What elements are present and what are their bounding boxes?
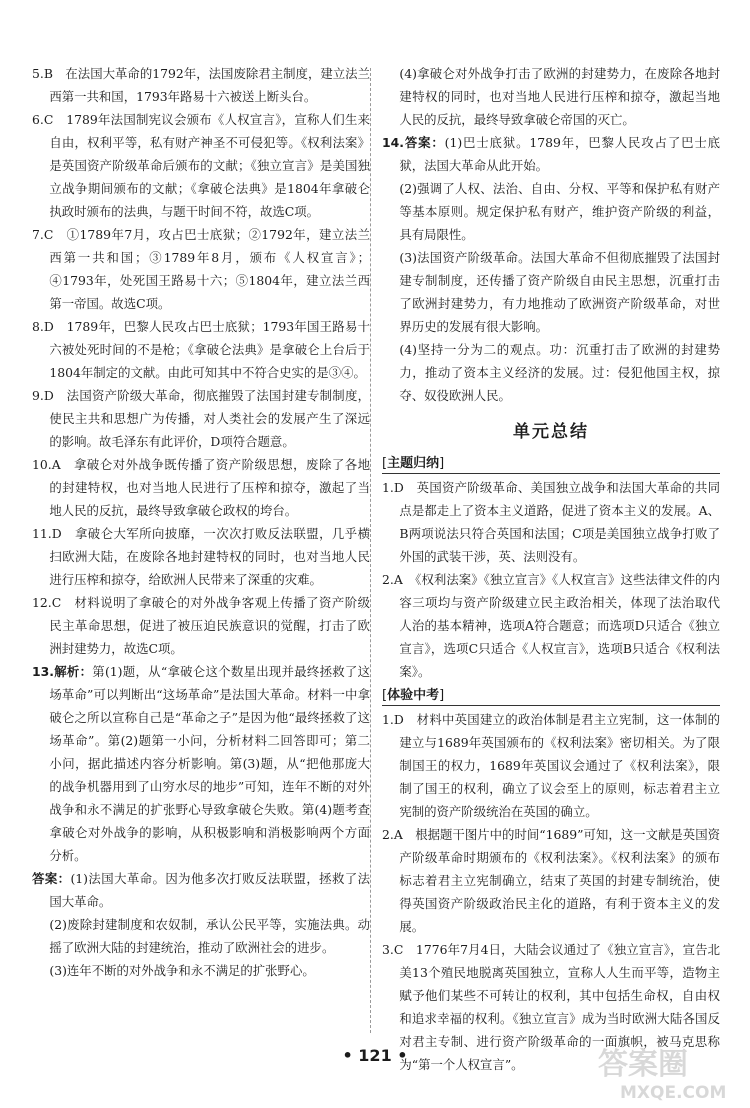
- item-text: 2.A 根据题干图片中的时间“1689”可知，这一文献是英国资产阶级革命时期颁布的《权利法案》。《权利法案》的颁布标志着君主立宪制确立，结束了英国的封建专制统治，使得英国资产阶级政治民主化的道路，有利于资本主义的发展。: [382, 827, 720, 934]
- answer-item: [32, 384, 370, 453]
- item-text: 11.D 拿破仑大军所向披靡，一次次打败反法联盟，几乎横扫欧洲大陆，在废除各地封建特权的同时，也对当地人民进行压榨和掠夺，给欧洲人民带来了深重的灾难。: [32, 526, 370, 587]
- item-text: (3)连年不断的对外战争和永不满足的扩张野心。: [49, 963, 315, 978]
- item-label: 13.解析：: [32, 664, 93, 679]
- section-exam-items: [382, 708, 720, 1076]
- unit-summary-title: 单元总结: [513, 422, 589, 442]
- answer-continuation: [382, 177, 720, 246]
- item-text: 6.C 1789年法国制宪议会颁布《人权宣言》，宣称人们生来自由，权利平等，私有财产神圣不可侵犯等。《权利法案》是英国资产阶级革命后颁布的文献；《独立宣言》是美国独立战争期间颁布的文献；《拿破仑法典》是1804年拿破仑执政时颁布的法典，与题干时间不符，故选C项。: [32, 112, 370, 219]
- item-text: (2)强调了人权、法治、自由、分权、平等和保护私有财产等基本原则。规定保护私有财产，维护资产阶级的利益，具有局限性。: [399, 181, 720, 242]
- item-text: 7.C ①1789年7月，攻占巴士底狱；②1792年，建立法兰西第一共和国；③1789年8月，颁布《人权宣言》；④1793年，处死国王路易十六；⑤1804年，建立法兰西第一帝国。故选C项。: [32, 227, 370, 311]
- item-text: (2)废除封建制度和农奴制，承认公民平等，实施法典。动摇了欧洲大陆的封建统治，推动了欧洲社会的进步。: [49, 917, 370, 955]
- answer-item: [382, 823, 720, 938]
- item-text: 第(1)题，从“拿破仑这个数星出现并最终拯救了这场革命”可以判断出“这场革命”是法国大革命。材料一中拿破仑之所以宣称自己是“革命之子”是因为他“最终拯救了这场革命”。第(2)题第一小问，分析材料二回答即可；第二小问，据此描述内容分析影响。第(3)题，从“把他那庞大的战争机器用到了山穷水尽的地步”可知，连年不断的对外战争和永不满足的扩张野心导致拿破仑失败。第(4)题考查拿破仑对外战争的影响，从积极影响和消极影响两个方面分析。: [49, 664, 371, 863]
- item-text: 5.B 在法国大革命的1792年，法国废除君主制度，建立法兰西第一共和国，1793年路易十六被送上断头台。: [32, 66, 370, 104]
- answer-continuation: [32, 959, 370, 982]
- item-text: 1.D 英国资产阶级革命、美国独立战争和法国大革命的共同点是都走上了资本主义道路，促进了资本主义的发展。A、B两项说法只符合英国和法国；C项是美国独立战争打败了外国的武装干涉，英、法则没有。: [382, 480, 720, 564]
- item-text: (1)巴士底狱。1789年，巴黎人民攻占了巴士底狱，法国大革命从此开始。: [399, 135, 720, 173]
- item-text: 12.C 材料说明了拿破仑的对外战争客观上传播了资产阶级民主革命思想，促进了被压迫民族意识的觉醒，打击了欧洲封建势力，故选C项。: [32, 595, 370, 656]
- answer-item: [32, 108, 370, 223]
- item-text: 8.D 1789年，巴黎人民攻占巴士底狱；1793年国王路易十六被处死时间的不是枪；《拿破仑法典》是拿破仑上台后于1804年制定的文献。由此可知其中不符合史实的是③④。: [32, 319, 370, 380]
- right-column: [382, 62, 720, 1076]
- watermark-line1: 答案圈: [598, 1047, 688, 1082]
- item-text: (3)法国资产阶级革命。法国大革命不但彻底摧毁了法国封建专制制度，还传播了资产阶级自由民主思想，沉重打击了欧洲封建势力，有力地推动了欧洲资产阶级革命，对世界历史的发展有很大影响。: [399, 250, 720, 334]
- right-column-answers: [382, 62, 720, 407]
- section-theme-items: [382, 476, 720, 683]
- answer-continuation: [32, 913, 370, 959]
- answer-item: [32, 453, 370, 522]
- answer-item: [382, 708, 720, 823]
- answer-item: [32, 660, 370, 867]
- answer-item: [382, 476, 720, 568]
- section-header-exam: [体验中考]: [382, 683, 720, 706]
- answer-item: [382, 568, 720, 683]
- column-divider: [370, 68, 371, 1033]
- item-text: 2.A 《权利法案》《独立宣言》《人权宣言》这些法律文件的内容三项均与资产阶级建立民主政治相关，体现了法治取代人治的基本精神，选项A符合题意；而选项D只适合《独立宣言》，选项C只适合《人权宣言》，选项B只适合《权利法案》。: [382, 572, 720, 679]
- section-title-exam: 体验中考: [387, 688, 440, 703]
- item-text: (4)坚持一分为二的观点。功：沉重打击了欧洲的封建势力，推动了资本主义经济的发展。过：侵犯他国主权，掠夺、奴役欧洲人民。: [399, 342, 720, 403]
- item-text: (1)法国大革命。因为他多次打败反法联盟，拯救了法国大革命。: [49, 871, 370, 909]
- answer-item: [382, 131, 720, 177]
- item-text: (4)拿破仑对外战争打击了欧洲的封建势力，在废除各地封建特权的同时，也对当地人民进行压榨和掠夺，激起当地人民的反抗，最终导致拿破仑帝国的灭亡。: [399, 66, 720, 127]
- answer-continuation: [382, 338, 720, 407]
- item-text: 1.D 材料中英国建立的政治体制是君主立宪制，这一体制的建立与1689年英国颁布的《权利法案》密切相关。为了限制国王的权力，1689年英国议会通过了《权利法案》，限制了国王的权利，确立了议会至上的原则，标志着君主立宪制的资产阶级统治在英国的确立。: [382, 712, 720, 819]
- answer-item: [32, 315, 370, 384]
- watermark-line2: MXQE.COM: [620, 1083, 727, 1103]
- item-label: 14.答案：: [382, 135, 445, 150]
- answer-line: [32, 867, 370, 913]
- answer-item: [32, 223, 370, 315]
- watermark-logo: [594, 1038, 744, 1104]
- item-text: 9.D 法国资产阶级大革命，彻底摧毁了法国封建专制制度，使民主共和思想广为传播，对人类社会的发展产生了深远的影响。故毛泽东有此评价，D项符合题意。: [32, 388, 370, 449]
- answer-item: [32, 522, 370, 591]
- answer-continuation: [382, 246, 720, 338]
- answer-continuation: [382, 62, 720, 131]
- item-text: 10.A 拿破仑对外战争既传播了资产阶级思想，废除了各地的封建特权，也对当地人民进行了压榨和掠夺，激起了当地人民的反抗，最终导致拿破仑政权的垮台。: [32, 457, 370, 518]
- page-number: • 121 •: [342, 1046, 408, 1065]
- section-title-theme: 主题归纳: [387, 456, 440, 471]
- section-header-theme: [主题归纳]: [382, 451, 720, 474]
- item-text: 3.C 1776年7月4日，大陆会议通过了《独立宣言》，宣告北美13个殖民地脱离英国独立，宣称人人生而平等，造物主赋予他们某些不可转让的权利，其中包括生命权，自由权和追求幸福的权利。《独立宣言》成为当时欧洲大陆各国反对君主专制、进行资产阶级革命的一面旗帜，被马克思称为“第一个人权宣言”。: [382, 942, 720, 1072]
- answer-item: [32, 62, 370, 108]
- answer-item: [32, 591, 370, 660]
- left-column: [32, 62, 370, 982]
- item-label: 答案：: [32, 871, 71, 886]
